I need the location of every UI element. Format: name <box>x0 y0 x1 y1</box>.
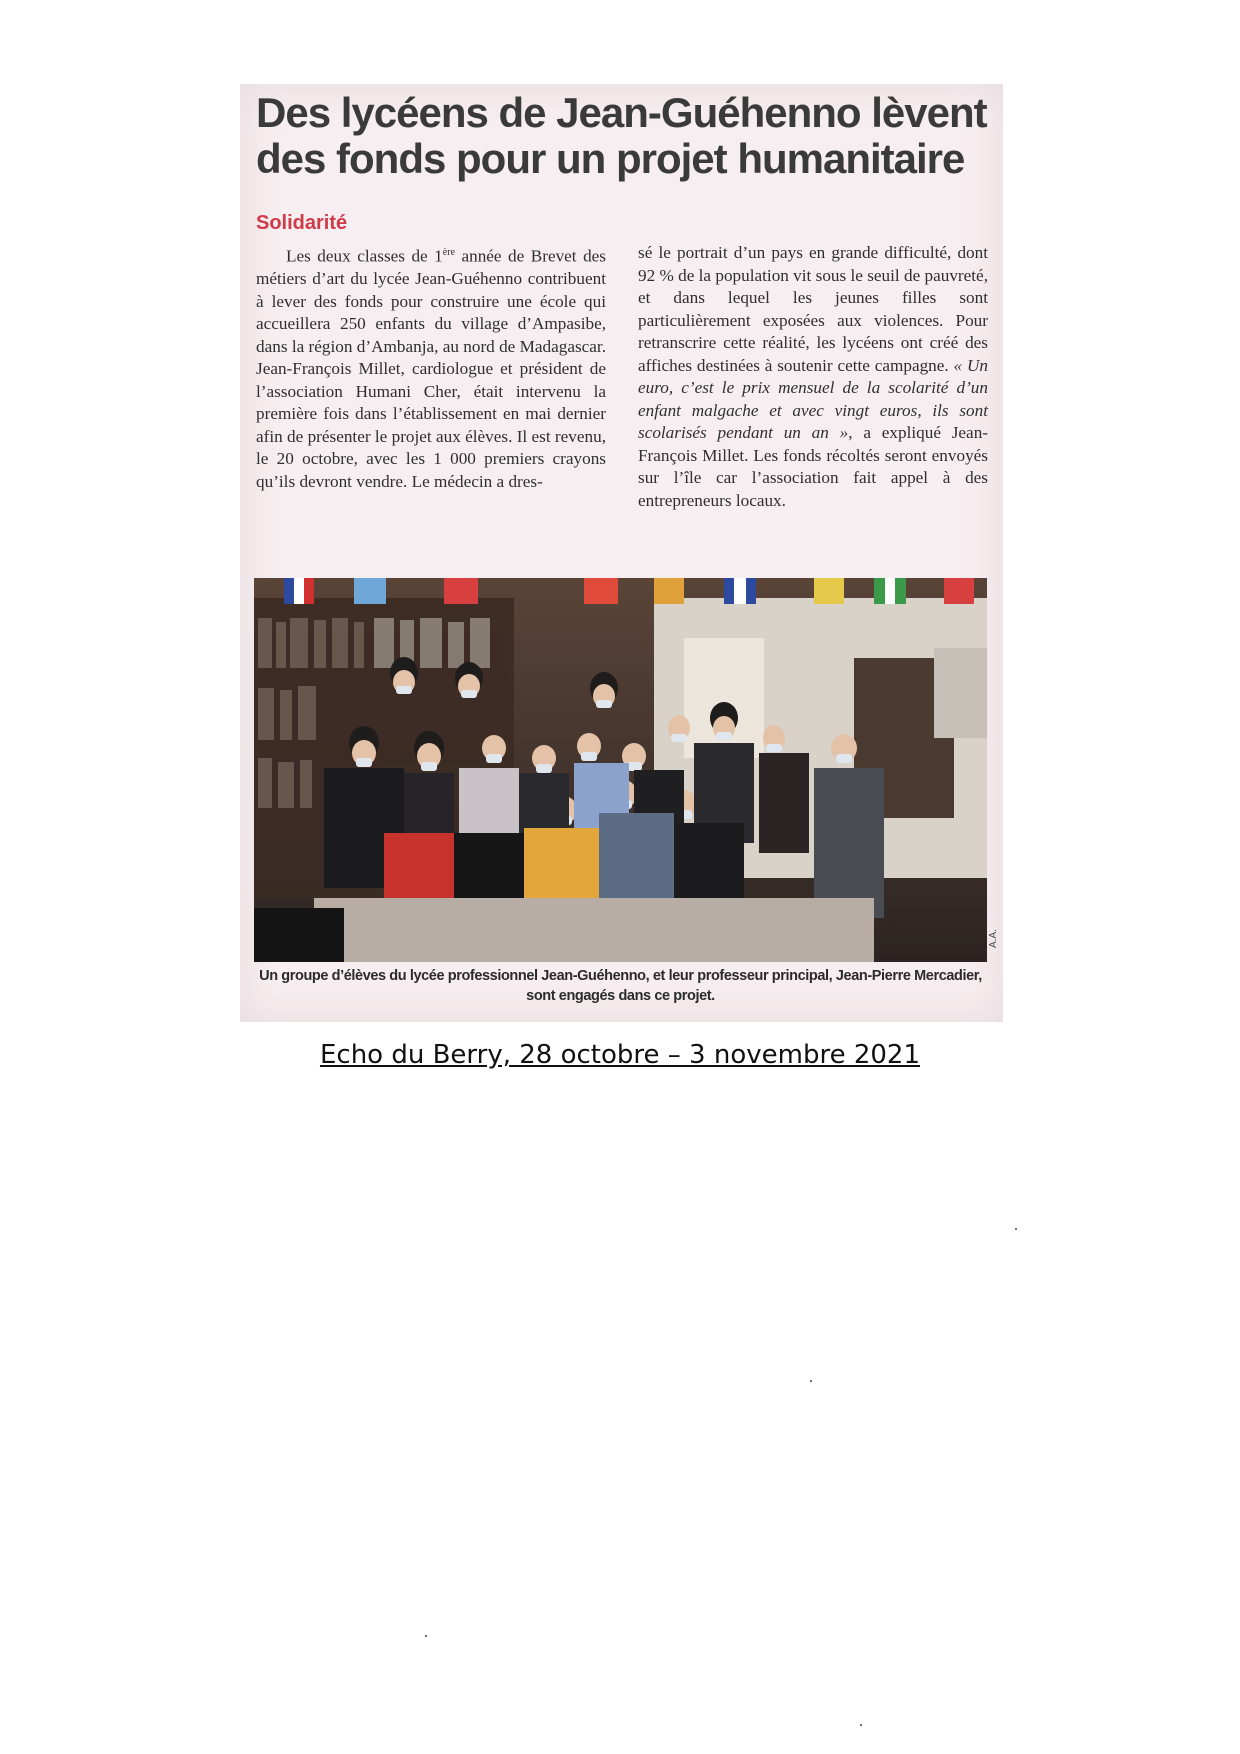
col1-text-rest: année de Brevet des métiers d’art du lycée Jean-Guéhenno contribuent à lever des fonds pour construire une école qui accueillera 250 enfants du village d’Ampasibe, dans la région d’Ambanja, au nord de Madagascar. Jean-François Millet, cardiologue et président de l’association Humani Cher, était intervenu la première fois dans l’établissement en mai dernier afin de présenter le projet aux élèves. Il est revenu, le 20 octobre, avec les 1 000 premiers crayons qu’ils devront vendre. Le médecin a dres- <box>256 246 606 491</box>
article-column-right <box>638 242 988 512</box>
source-line: Echo du Berry, 28 octobre – 3 novembre 2021 <box>319 1040 921 1070</box>
col1-text-start: Les deux classes de 1 <box>286 246 443 266</box>
scan-speck <box>810 1380 812 1382</box>
newspaper-clipping <box>240 84 1003 1022</box>
group-photo <box>254 578 987 962</box>
photo-caption: Un groupe d’élèves du lycée professionnel Jean-Guéhenno, et leur professeur principal, Jean-Pierre Mercadier, sont engagés dans ce projet. <box>259 968 982 1004</box>
classroom-photo-illustration <box>254 578 987 962</box>
article-column-left <box>256 242 606 493</box>
col2-text-rest: , a expliqué Jean-François Millet. Les fonds récoltés seront envoyés sur l’île car l’association fait appel à des entrepreneurs locaux. <box>638 423 989 510</box>
col2-quote: « Un euro, c’est le prix mensuel de la scolarité d’un enfant malgache et avec vingt euros, ils sont scolarisés pendant un an » <box>638 355 988 442</box>
scan-speck <box>1015 1228 1017 1230</box>
col1-superscript: ère <box>442 247 455 258</box>
article-kicker: Solidarité <box>256 212 348 234</box>
col2-text-start: sé le portrait d’un pays en grande difficulté, dont 92 % de la population vit sous le seuil de pauvreté, et dans lequel les jeunes filles sont particulièrement exposées aux violences. Pour retranscrire cette réalité, les lycéens ont créé des affiches destinées à soutenir cette campagne. <box>638 243 988 375</box>
scan-speck <box>425 1635 427 1637</box>
article-headline: Des lycéens de Jean-Guéhenno lèvent des fonds pour un projet humanitaire <box>256 89 987 182</box>
scan-speck <box>860 1724 862 1726</box>
photo-credit: A.A. <box>988 929 999 948</box>
classroom-table <box>314 898 874 962</box>
